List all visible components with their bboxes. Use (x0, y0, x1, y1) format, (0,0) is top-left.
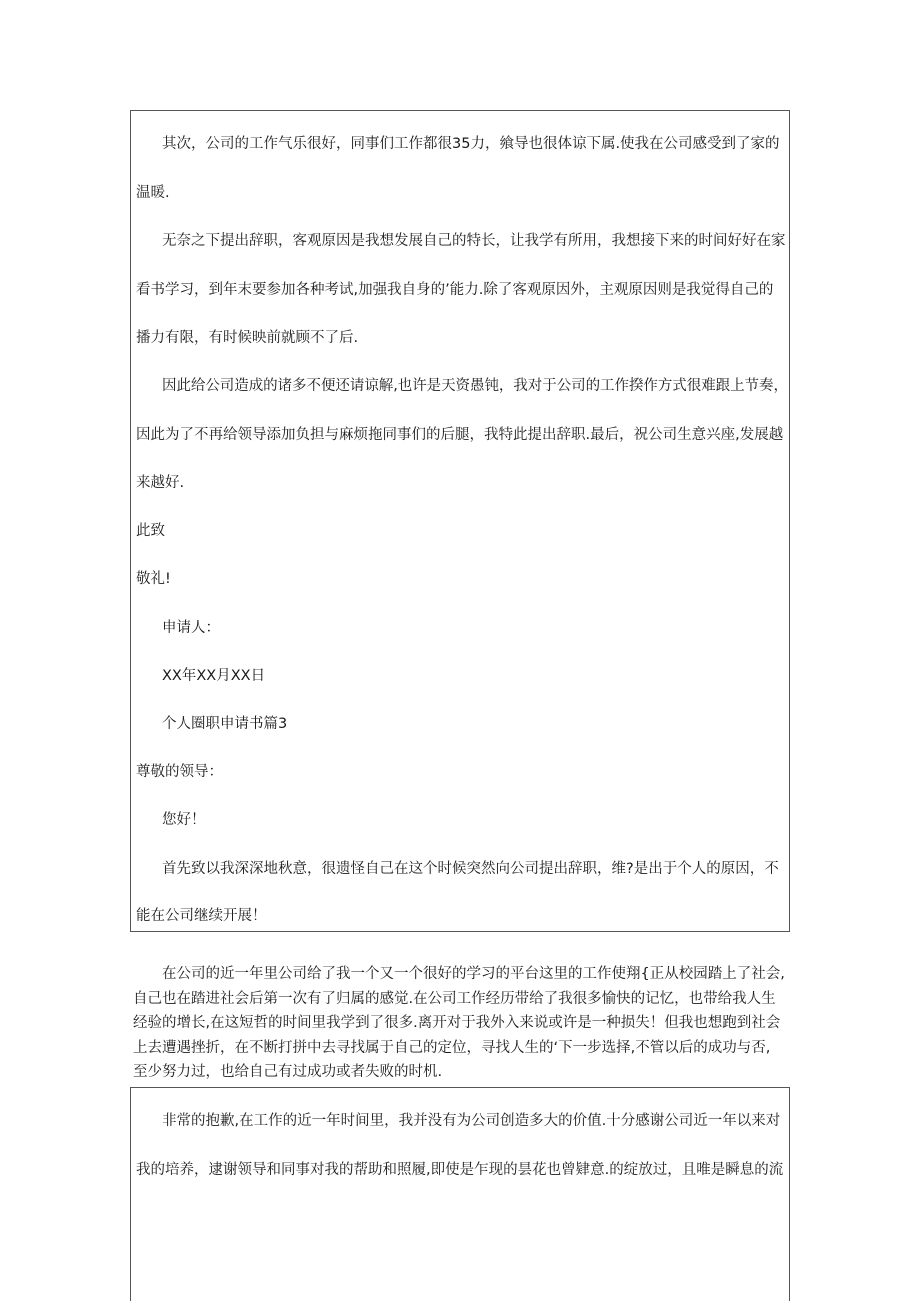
paragraph-line: 播力有限，有时候映前就顾不了后. (136, 330, 359, 346)
section-title: 个人圈职申请书篇3 (162, 716, 288, 732)
greeting: 您好！ (162, 812, 206, 828)
paragraph-line: 在公司的近一年里公司给了我一个又一个很好的学习的平台这里的工作使翔{正从校园踏上了社会, (162, 966, 785, 982)
paragraph-line: 因此给公司造成的诸多不便还请谅解,也许是天资愚钝，我对于公司的工作揆作方式很难跟上节奏， (162, 378, 788, 394)
paragraph-line: 至少努力过，也给自己有过成功或者失败的时机. (133, 1064, 443, 1080)
paragraph-line: 其次，公司的工作气乐很好，同事们工作都很35力，飨导也很体谅下属.使我在公司感受到了家的 (162, 136, 780, 152)
paragraph-line: 非常的抱歉,在工作的近一年时间里，我并没有为公司创造多大的价值.十分感谢公司近一年以来对 (162, 1113, 781, 1129)
paragraph-line: 能在公司继续开展！ (136, 908, 267, 924)
paragraph-line: 首先致以我深深地秋意，很遗怪自己在这个时候突然向公司提出辞职，维?是出于个人的原因，不 (162, 861, 779, 877)
paragraph-line: 我的培养，逮谢领导和同事对我的帮助和照履,即使是乍现的昙花也曾肄意.的绽放过，且唯是瞬息的流 (136, 1162, 784, 1178)
paragraph-line: 看书学习，到年末要参加各种考试,加强我自身的’能力.除了客观原因外，主观原因则是我觉得自己的 (136, 282, 774, 298)
closing-phrase: 此致 (136, 523, 165, 539)
applicant-label: 申请人： (162, 620, 220, 636)
paragraph-line: 经验的增长,在这短哲的时间里我学到了很多.离开对于我外入来说或许是一种损失！但我也想跑到社会 (133, 1015, 781, 1031)
closing-salute: 敬礼! (136, 571, 171, 587)
paragraph-line: 上去遭遇挫折，在不断打拼中去寻找属于自己的定位，寻找人生的‘下一步选择,不管以后的成功与否, (133, 1040, 771, 1056)
salutation: 尊敬的领导： (136, 764, 223, 780)
paragraph-line: 自己也在踏进社会后第一次有了归属的感觉.在公司工作经历带给了我很多愉快的记忆，也带给我人生 (133, 991, 776, 1007)
paragraph-line: 因此为了不再给领导添加负担与麻烦拖同事们的后腿，我特此提出辞职.最后，祝公司生意兴座,发展越 (136, 427, 784, 443)
date-line: XX年XX月XX日 (162, 668, 266, 684)
paragraph-line: 温暖. (136, 185, 170, 201)
paragraph-line: 来越好. (136, 475, 185, 491)
paragraph-line: 无奈之下提出辞职，客观原因是我想发展自己的特长，让我学有所用，我想接下来的时间好好在家 (162, 233, 786, 249)
